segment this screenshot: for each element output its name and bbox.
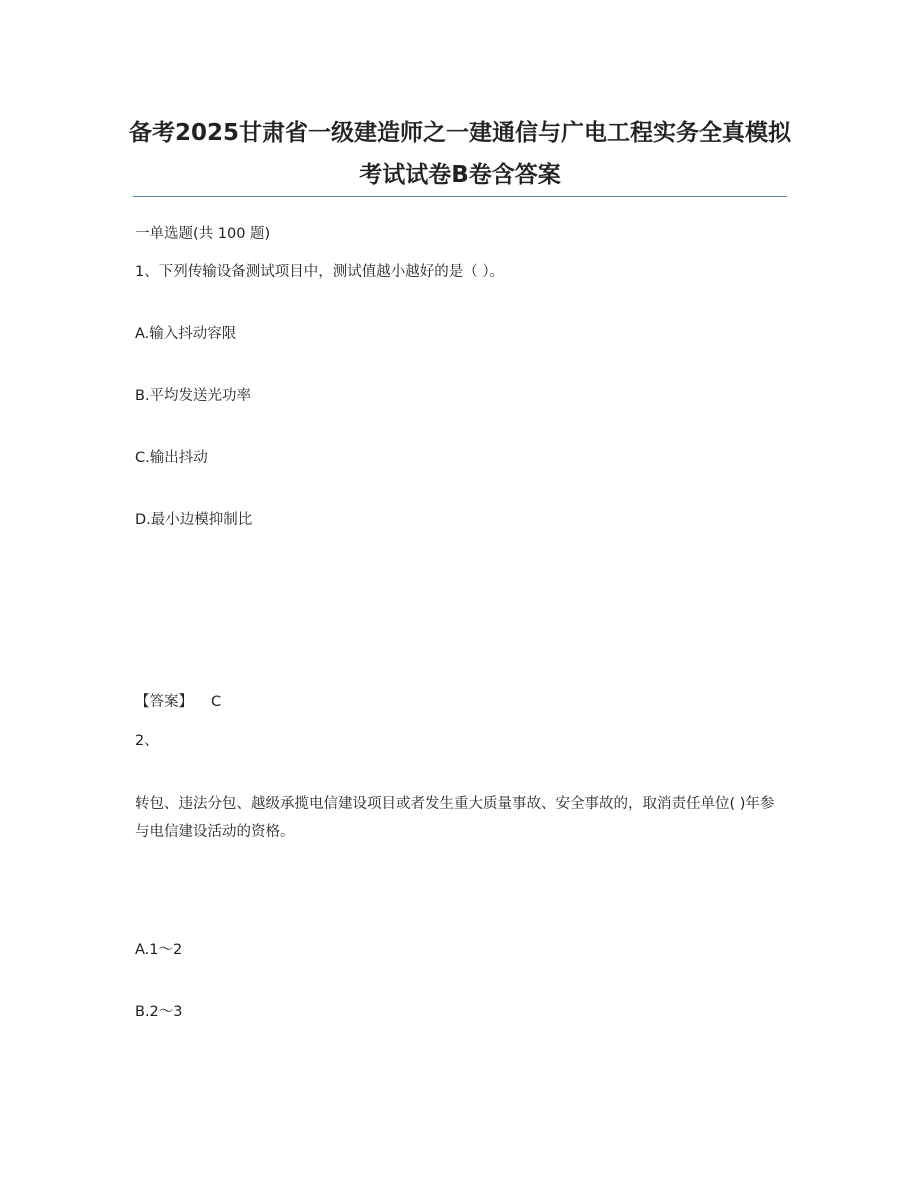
question-2-number: 2、 <box>135 733 159 749</box>
question-2-stem: 转包、违法分包、越级承揽电信建设项目或者发生重大质量事故、安全事故的，取消责任单位( )年参与电信建设活动的资格。 <box>135 796 775 840</box>
answer-value: C <box>211 694 222 710</box>
section-heading: 一单选题(共 100 题) <box>135 226 271 242</box>
question-1-option-d: D.最小边模抑制比 <box>135 512 253 528</box>
question-1-stem: 1、下列传输设备测试项目中，测试值越小越好的是（ ）。 <box>135 264 505 280</box>
question-2-option-b: B.2～3 <box>135 1004 183 1020</box>
document-title: 备考2025甘肃省一级建造师之一建通信与广电工程实务全真模拟考试试卷B卷含答案 <box>128 120 791 188</box>
question-2-option-a: A.1～2 <box>135 942 183 958</box>
question-1-option-b: B.平均发送光功率 <box>135 388 252 404</box>
question-1-option-c: C.输出抖动 <box>135 450 208 466</box>
question-1-option-a: A.输入抖动容限 <box>135 326 237 342</box>
title-divider <box>133 196 787 197</box>
answer-label: 【答案】 <box>135 694 193 710</box>
question-1-answer <box>135 688 221 716</box>
